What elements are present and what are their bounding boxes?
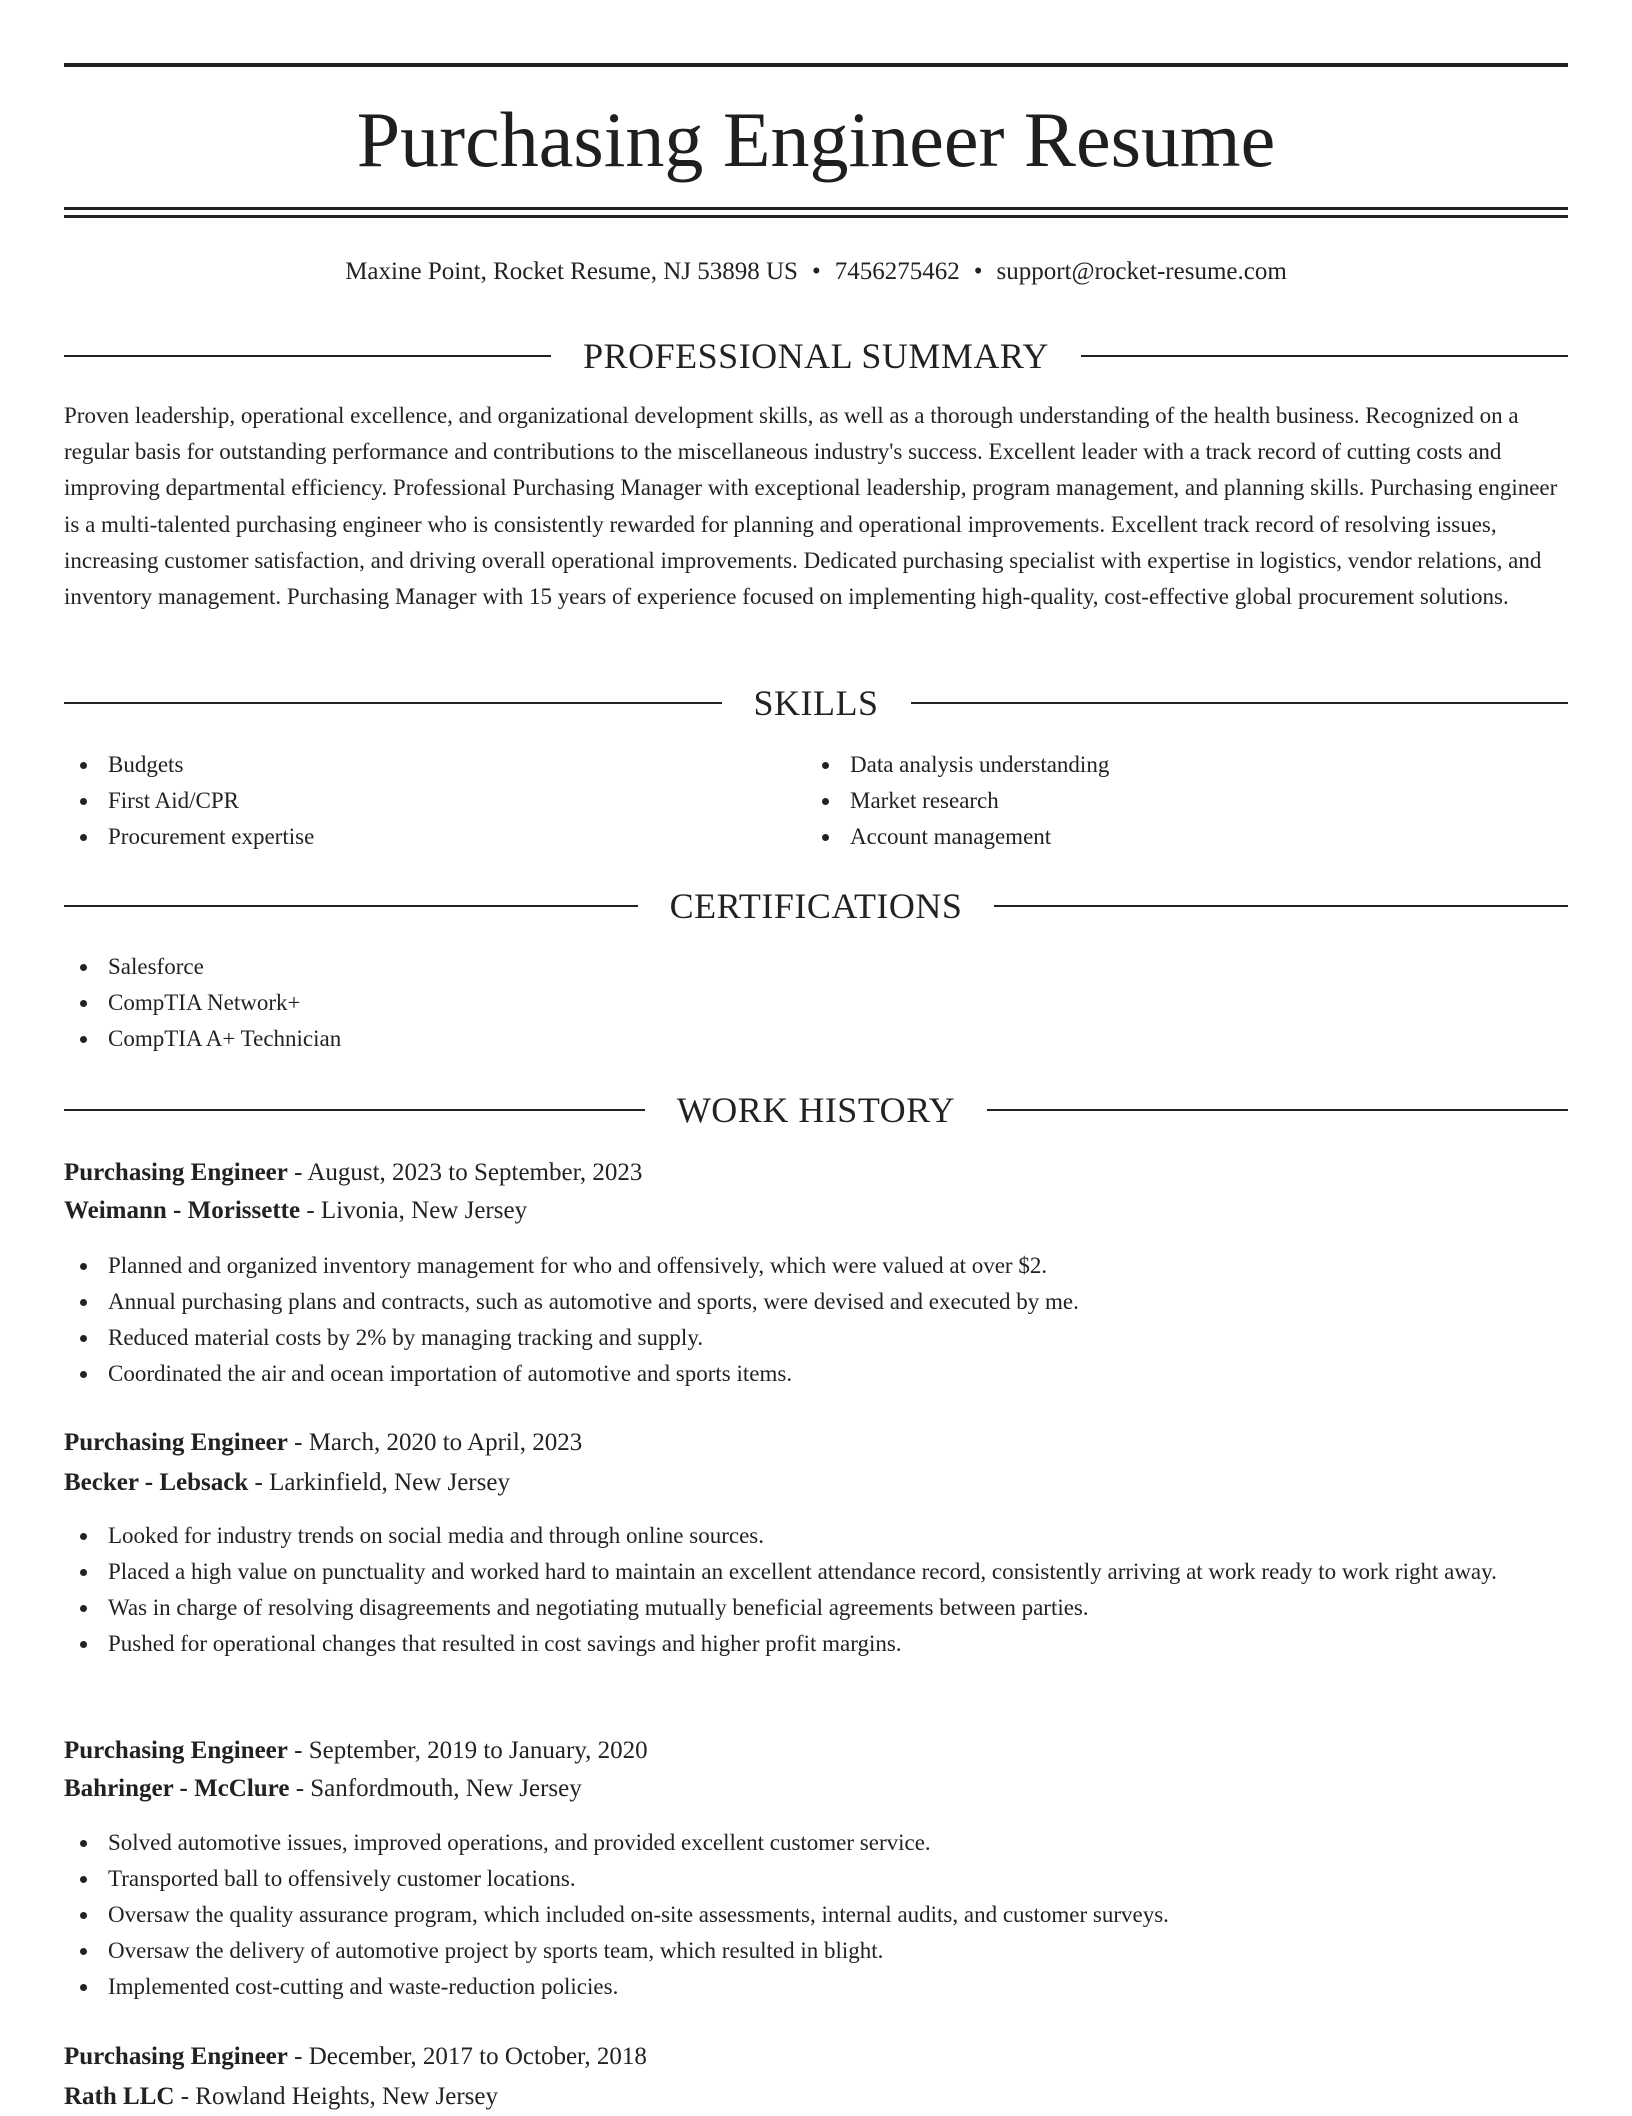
skill-item: Procurement expertise — [64, 819, 764, 855]
job-bullets — [64, 1825, 1568, 2005]
contact-email: support@rocket-resume.com — [996, 258, 1287, 285]
job-company: Rath LLC — [64, 2083, 175, 2110]
job-title-line — [64, 1424, 1568, 1462]
contact-line — [64, 252, 1568, 292]
work-history-heading: WORK HISTORY — [676, 1090, 956, 1130]
job-bullet: Pushed for operational changes that resulted in cost savings and higher profit margins. — [64, 1626, 1568, 1662]
title-top-rule — [64, 63, 1568, 67]
job-company: Bahringer - McClure — [64, 1775, 290, 1802]
job-location: - Sanfordmouth, New Jersey — [289, 1775, 582, 1802]
contact-separator: • — [811, 258, 821, 285]
job-bullets — [64, 1248, 1568, 1392]
job-bullet: Looked for industry trends on social media and through online sources. — [64, 1518, 1568, 1554]
job-title: Purchasing Engineer — [64, 1429, 288, 1456]
contact-address: Maxine Point, Rocket Resume, NJ 53898 US — [345, 258, 798, 285]
job-title: Purchasing Engineer — [64, 1159, 288, 1186]
job-bullet: Reduced material costs by 2% by managing tracking and supply. — [64, 1320, 1568, 1356]
skills-heading: SKILLS — [753, 683, 879, 723]
summary-text: Proven leadership, operational excellence, and organizational development skills, as well as a thorough understanding of the health business. Recognized on a regular basis for outstanding performance and contributions to the miscellaneous industry's success. Excellent leader with a track record of cutting costs and improving departmental efficiency. Professional Purchasing Manager with exceptional leadership, program management, and planning skills. Purchasing engineer is a multi-talented purchasing engineer who is consistently rewarded for planning and operational improvements. Excellent track record of resolving issues, increasing customer satisfaction, and driving overall operational improvements. Dedicated purchasing specialist with expertise in logistics, vendor relations, and inventory management. Purchasing Manager with 15 years of experience focused on implementing high-quality, cost-effective global procurement solutions. — [64, 403, 1558, 610]
certifications-heading: CERTIFICATIONS — [669, 886, 963, 926]
job-bullet: Transported ball to offensively customer locations. — [64, 1861, 1568, 1897]
job-location: - Livonia, New Jersey — [300, 1197, 528, 1224]
divider-line — [64, 905, 638, 907]
job-title: Purchasing Engineer — [64, 2043, 288, 2070]
divider-line — [987, 1109, 1568, 1111]
summary-heading-row — [64, 334, 1568, 378]
certification-item: Salesforce — [64, 949, 1568, 985]
job-company-line — [64, 1464, 1568, 1502]
title-bottom-rule-2 — [64, 215, 1568, 218]
job-dates: - December, 2017 to October, 2018 — [287, 2043, 647, 2070]
job-company: Becker - Lebsack — [64, 1469, 249, 1496]
job-company-line — [64, 1770, 1568, 1808]
job-dates: - March, 2020 to April, 2023 — [287, 1429, 583, 1456]
certification-item: CompTIA A+ Technician — [64, 1021, 1568, 1057]
job-title-line — [64, 2038, 1568, 2076]
resume-title: Purchasing Engineer Resume — [356, 96, 1276, 183]
job-bullets — [64, 1518, 1568, 1662]
skill-item: Data analysis understanding — [806, 747, 1506, 783]
divider-line — [994, 905, 1568, 907]
job-title-line — [64, 1732, 1568, 1770]
job-title-line — [64, 1154, 1568, 1192]
certifications-heading-row — [64, 884, 1568, 928]
work-history-heading-row — [64, 1088, 1568, 1132]
job-bullet: Was in charge of resolving disagreements and negotiating mutually beneficial agreements between parties. — [64, 1590, 1568, 1626]
divider-line — [64, 1109, 645, 1111]
certification-item: CompTIA Network+ — [64, 985, 1568, 1021]
divider-line — [1081, 355, 1568, 357]
skill-item: Budgets — [64, 747, 764, 783]
job-bullet: Coordinated the air and ocean importation of automotive and sports items. — [64, 1356, 1568, 1392]
job-company-line — [64, 2078, 1568, 2116]
job-bullet: Solved automotive issues, improved operations, and provided excellent customer service. — [64, 1825, 1568, 1861]
job-company-line — [64, 1192, 1568, 1230]
contact-separator: • — [973, 258, 983, 285]
job-dates: - August, 2023 to September, 2023 — [287, 1159, 643, 1186]
divider-line — [911, 702, 1569, 704]
summary-heading: PROFESSIONAL SUMMARY — [583, 336, 1049, 376]
job-bullet: Implemented cost-cutting and waste-reduction policies. — [64, 1969, 1568, 2005]
job-dates: - September, 2019 to January, 2020 — [287, 1737, 648, 1764]
skills-list-right — [806, 747, 1506, 855]
contact-phone: 7456275462 — [834, 258, 960, 285]
divider-line — [64, 355, 551, 357]
skills-heading-row — [64, 681, 1568, 725]
title-bottom-rule-1 — [64, 207, 1568, 210]
divider-line — [64, 702, 722, 704]
skill-item: Market research — [806, 783, 1506, 819]
job-bullet: Placed a high value on punctuality and worked hard to maintain an excellent attendance record, consistently arriving at work ready to work right away. — [64, 1554, 1568, 1590]
job-bullet: Oversaw the delivery of automotive project by sports team, which resulted in blight. — [64, 1933, 1568, 1969]
job-company: Weimann - Morissette — [64, 1197, 301, 1224]
job-title: Purchasing Engineer — [64, 1737, 288, 1764]
certifications-list — [64, 949, 1568, 1057]
job-location: - Rowland Heights, New Jersey — [174, 2083, 498, 2110]
skill-item: First Aid/CPR — [64, 783, 764, 819]
job-bullet: Planned and organized inventory management for who and offensively, which were valued at over $2. — [64, 1248, 1568, 1284]
job-location: - Larkinfield, New Jersey — [248, 1469, 510, 1496]
skill-item: Account management — [806, 819, 1506, 855]
skills-list-left — [64, 747, 764, 855]
job-bullet: Annual purchasing plans and contracts, such as automotive and sports, were devised and executed by me. — [64, 1284, 1568, 1320]
job-bullet: Oversaw the quality assurance program, which included on-site assessments, internal audits, and customer surveys. — [64, 1897, 1568, 1933]
